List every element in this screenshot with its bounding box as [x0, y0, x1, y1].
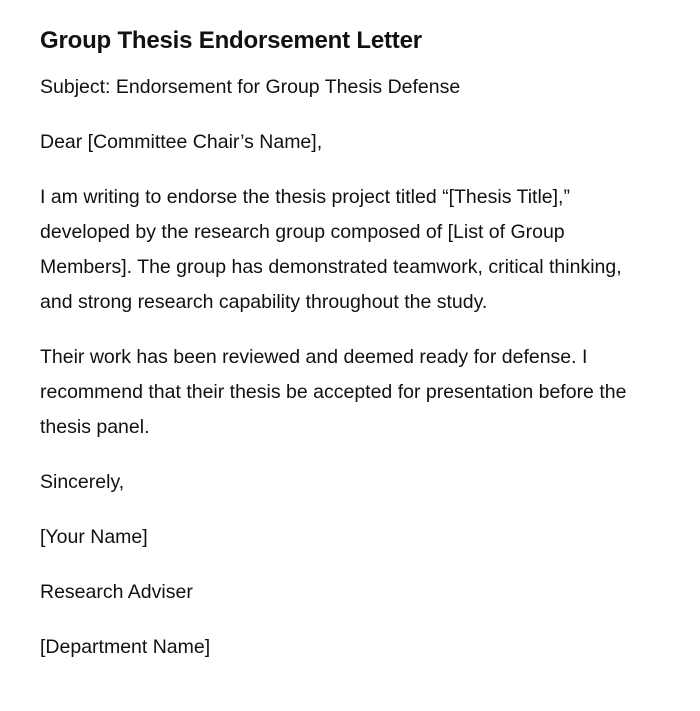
signer-name: [Your Name]	[40, 526, 148, 548]
salutation: Dear [Committee Chair’s Name],	[40, 131, 323, 153]
letter-title: Group Thesis Endorsement Letter	[40, 27, 422, 54]
body-paragraph-1: I am writing to endorse the thesis project titled “[Thesis Title],” developed by the research group composed of [List of Group Members]. The group has demonstrated teamwork, critical thinking, and strong research capability throughout the study.	[40, 186, 622, 313]
signer-title: Research Adviser	[40, 581, 193, 603]
subject-line: Subject: Endorsement for Group Thesis Defense	[40, 76, 461, 98]
letter-document	[40, 24, 650, 685]
closing: Sincerely,	[40, 471, 125, 493]
signer-department: [Department Name]	[40, 636, 211, 658]
body-paragraph-2: Their work has been reviewed and deemed ready for defense. I recommend that their thesis be accepted for presentation before the thesis panel.	[40, 346, 627, 438]
